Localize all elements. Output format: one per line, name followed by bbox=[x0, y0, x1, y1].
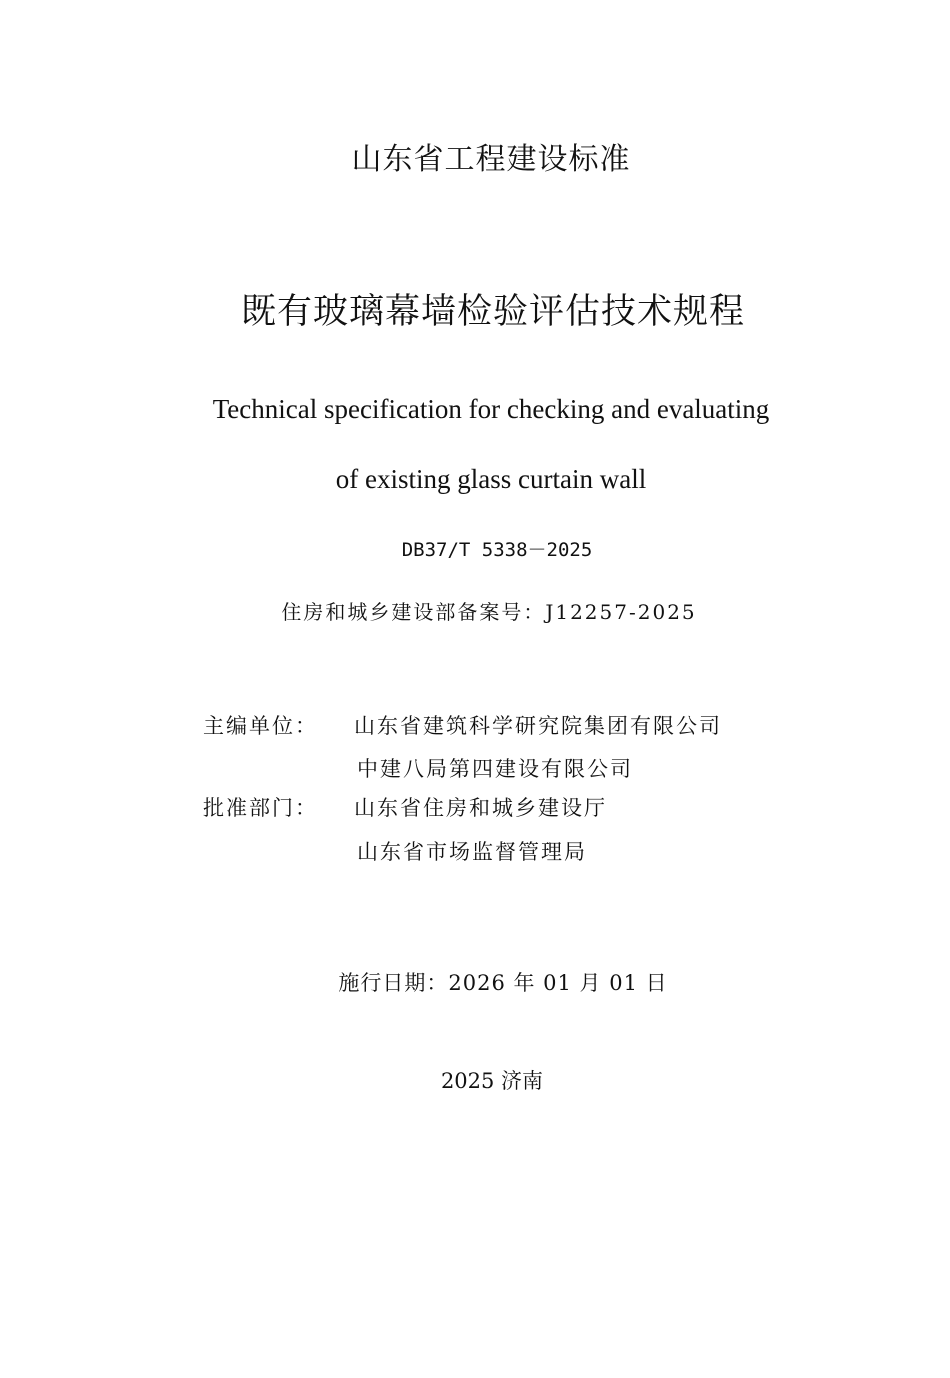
editor-label: 主编单位： bbox=[203, 714, 318, 738]
series-title: 山东省工程建设标准 bbox=[351, 142, 631, 177]
document-title-english-line-1: Technical specification for checking and evaluating bbox=[212, 394, 770, 424]
document-title-chinese: 既有玻璃幕墙检验评估技术规程 bbox=[240, 292, 745, 332]
effective-date: 施行日期：2026 年 01 月 01 日 bbox=[338, 971, 668, 995]
publication-year-place: 2025 济南 bbox=[440, 1069, 544, 1093]
approval-label: 批准部门： bbox=[203, 796, 318, 820]
record-number: 住房和城乡建设部备案号：J12257-2025 bbox=[281, 600, 697, 624]
approval-unit-1: 山东省住房和城乡建设厅 bbox=[354, 796, 607, 820]
approval-unit-2: 山东省市场监督管理局 bbox=[357, 840, 587, 864]
editor-unit-2: 中建八局第四建设有限公司 bbox=[357, 757, 633, 781]
document-title-english-line-2: of existing glass curtain wall bbox=[335, 464, 647, 494]
standard-code: DB37/T 5338－2025 bbox=[401, 539, 593, 561]
editor-unit-1: 山东省建筑科学研究院集团有限公司 bbox=[354, 714, 722, 738]
